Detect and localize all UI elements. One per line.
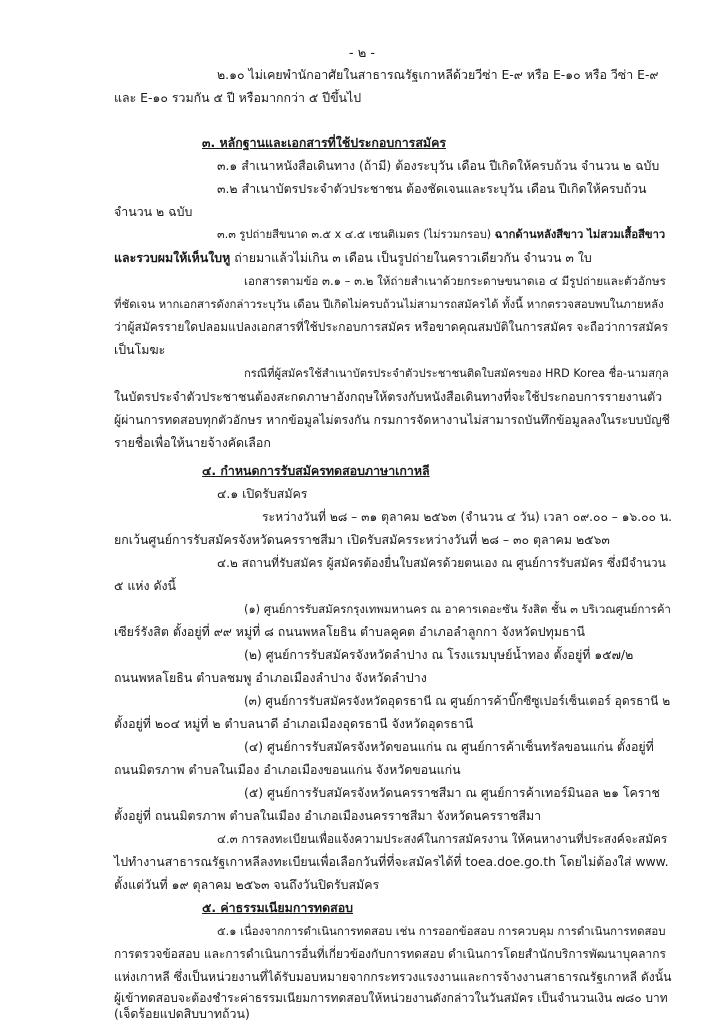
page-number: - ๒ - xyxy=(348,46,376,61)
s3-item3-line1-plain: ๓.๓ รูปถ่ายสีขนาด ๓.๕ x ๔.๕ เซนติเมตร (ไม่รวมกรอบ) xyxy=(217,228,492,241)
section-3-title: ๓. หลักฐานและเอกสารที่ใช้ประกอบการสมัคร xyxy=(202,135,447,150)
s5-line1: ๕.๑ เนื่องจากการดำเนินการทดสอบ เช่น การออกข้อสอบ การควบคุม การดำเนินการทดสอบ xyxy=(217,924,666,938)
center-3-line1: (๓) ศูนย์การรับสมัครจังหวัดอุดรธานี ณ ศูนย์การค้าบิ๊กซีซูเปอร์เซ็นเตอร์ อุดรธานี ๒ xyxy=(244,694,671,708)
s3-item3-line2-bold: และรวบผมให้เห็นใบหู xyxy=(114,250,231,265)
s3-item3-line1 xyxy=(217,227,665,243)
s4-item3-line2: ไปทำงานสาธารณรัฐเกาหลีลงทะเบียนเพื่อเลือกวันที่ที่จะสมัครได้ที่ toea.doe.go.th โดยไม่ต้องใส่ www. xyxy=(114,854,669,869)
s3-docs-note-line3: ว่าผู้สมัครรายใดปลอมแปลงเอกสารที่ใช้ประกอบการสมัคร หรือขาดคุณสมบัติในการสมัคร จะถือว่าการสมัคร xyxy=(114,320,669,334)
center-5-line1: (๕) ศูนย์การรับสมัครจังหวัดนครราชสีมา ณ ศูนย์การค้าเทอร์มินอล ๒๑ โคราช xyxy=(244,785,660,800)
s4-item3-line3: ตั้งแต่วันที่ ๑๙ ตุลาคม ๒๕๖๓ จนถึงวันปิดรับสมัคร xyxy=(114,877,380,892)
s3-hrd-line3: ผู้ผ่านการทดสอบทุกตัวอักษร หากข้อมูลไม่ตรงกัน กรมการจัดหางานไม่สามารถบันทึกข้อมูลลงในระบบบัญชี xyxy=(114,413,670,427)
center-5-line2: ตั้งอยู่ที่ ถนนมิตรภาพ ตำบลในเมือง อำเภอเมืองนครราชสีมา จังหวัดนครราชสีมา xyxy=(114,808,542,823)
center-2-line1: (๒) ศูนย์การรับสมัครจังหวัดลำปาง ณ โรงแรมบุษย์น้ำทอง ตั้งอยู่ที่ ๑๕๗/๒ xyxy=(244,647,634,662)
center-4-line1: (๔) ศูนย์การรับสมัครจังหวัดขอนแก่น ณ ศูนย์การค้าเซ็นทรัลขอนแก่น ตั้งอยู่ที่ xyxy=(244,739,654,754)
center-1-line1: (๑) ศูนย์การรับสมัครกรุงเทพมหานคร ณ อาคารเดอะซัน รังสิต ชั้น ๓ บริเวณศูนย์การค้า xyxy=(244,602,671,616)
s5-line3: แห่งเกาหลี ซึ่งเป็นหน่วยงานที่ได้รับมอบหมายจากกระทรวงแรงงานและการจ้างงานสาธารณรัฐเกาหลี ดังนั้น xyxy=(114,970,672,984)
center-4-line2: ถนนมิตรภาพ ตำบลในเมือง อำเภอเมืองขอนแก่น จังหวัดขอนแก่น xyxy=(114,762,461,777)
s5-line2: การตรวจข้อสอบ และการดำเนินการอื่นที่เกี่ยวข้องกับการทดสอบ ดำเนินการโดยสำนักบริการพัฒนาบุคลากร xyxy=(114,947,666,961)
s3-docs-note-line2: ที่ชัดเจน หากเอกสารดังกล่าวระบุวัน เดือน ปีเกิดไม่ครบถ้วนไม่สามารถสมัครได้ ทั้งนี้ หากตรวจสอบพบในภายหลัง xyxy=(114,297,664,311)
s4-period-line2: ยกเว้นศูนย์การรับสมัครจังหวัดนครราชสีมา เปิดรับสมัครระหว่างวันที่ ๒๘ – ๓๐ ตุลาคม ๒๕๖๓ xyxy=(114,532,610,547)
s5-line5: (เจ็ดร้อยแปดสิบบาทถ้วน) xyxy=(114,1006,250,1021)
s3-docs-note-line4: เป็นโมฆะ xyxy=(114,342,166,357)
s4-item2-line2: ๕ แห่ง ดังนี้ xyxy=(114,578,177,593)
section-5-title: ๕. ค่าธรรมเนียมการทดสอบ xyxy=(202,900,354,915)
s3-item3-line1-bold: ฉากด้านหลังสีขาว ไม่สวมเสื้อสีขาว xyxy=(494,228,666,241)
s3-item3-line2 xyxy=(114,250,592,266)
s3-item2-line2: จำนวน ๒ ฉบับ xyxy=(114,204,193,219)
center-3-line2: ตั้งอยู่ที่ ๒๐๔ หมู่ที่ ๒ ตำบลนาดี อำเภอเมืองอุดรธานี จังหวัดอุดรธานี xyxy=(114,716,474,731)
s4-item3-line1: ๔.๓ การลงทะเบียนเพื่อแจ้งความประสงค์ในการสมัครงาน ให้คนหางานที่ประสงค์จะสมัคร xyxy=(217,832,668,846)
s4-item1: ๔.๑ เปิดรับสมัคร xyxy=(217,486,308,501)
s3-docs-note-line1: เอกสารตามข้อ ๓.๑ – ๓.๒ ให้ถ่ายสำเนาด้วยกระดาษขนาดเอ ๔ มีรูปถ่ายและตัวอักษร xyxy=(244,274,666,288)
center-2-line2: ถนนพหลโยธิน ตำบลชมพู อำเภอเมืองลำปาง จังหวัดลำปาง xyxy=(114,670,427,685)
s3-item1: ๓.๑ สำเนาหนังสือเดินทาง (ถ้ามี) ต้องระบุวัน เดือน ปีเกิดให้ครบถ้วน จำนวน ๒ ฉบับ xyxy=(217,158,660,173)
s2-10-line1: ๒.๑๐ ไม่เคยพำนักอาศัยในสาธารณรัฐเกาหลีด้วยวีซ่า E-๙ หรือ E-๑๐ หรือ วีซ่า E-๙ xyxy=(217,67,659,82)
s3-hrd-line1: กรณีที่ผู้สมัครใช้สำเนาบัตรประจำตัวประชาชนติดใบสมัครของ HRD Korea ชื่อ-นามสกุล xyxy=(244,367,669,380)
section-4-title: ๔. กำหนดการรับสมัครทดสอบภาษาเกาหลี xyxy=(202,463,430,478)
s2-10-line2: และ E-๑๐ รวมกัน ๕ ปี หรือมากกว่า ๕ ปีขึ้นไป xyxy=(114,90,362,105)
s3-item2-line1: ๓.๒ สำเนาบัตรประจำตัวประชาชน ต้องชัดเจนและระบุวัน เดือน ปีเกิดให้ครบถ้วน xyxy=(217,181,647,196)
s3-item3-line2-plain: ถ่ายมาแล้วไม่เกิน ๓ เดือน เป็นรูปถ่ายในคราวเดียวกัน จำนวน ๓ ใบ xyxy=(234,250,592,265)
s5-line4: ผู้เข้าทดสอบจะต้องชำระค่าธรรมเนียมการทดสอบให้หน่วยงานดังกล่าวในวันสมัคร เป็นจำนวนเงิน ๗๘๐ บาท xyxy=(114,991,668,1005)
s4-item2-line1: ๔.๒ สถานที่รับสมัคร ผู้สมัครต้องยื่นใบสมัครด้วยตนเอง ณ ศูนย์การรับสมัคร ซึ่งมีจำนวน xyxy=(217,556,666,570)
center-1-line2: เซียร์รังสิต ตั้งอยู่ที่ ๙๙ หมู่ที่ ๘ ถนนพหลโยธิน ตำบลคูคต อำเภอลำลูกกา จังหวัดปทุมธานี xyxy=(114,624,585,639)
s3-hrd-line2: ในบัตรประจำตัวประชาชนต้องสะกดภาษาอังกฤษให้ตรงกับหนังสือเดินทางที่จะใช้ประกอบการรายงานตัว xyxy=(114,389,663,404)
s4-period-line1: ระหว่างวันที่ ๒๘ – ๓๑ ตุลาคม ๒๕๖๓ (จำนวน ๔ วัน) เวลา ๐๙.๐๐ – ๑๖.๐๐ น. xyxy=(262,510,673,524)
s3-hrd-line4: รายชื่อเพื่อให้นายจ้างคัดเลือก xyxy=(114,435,271,450)
